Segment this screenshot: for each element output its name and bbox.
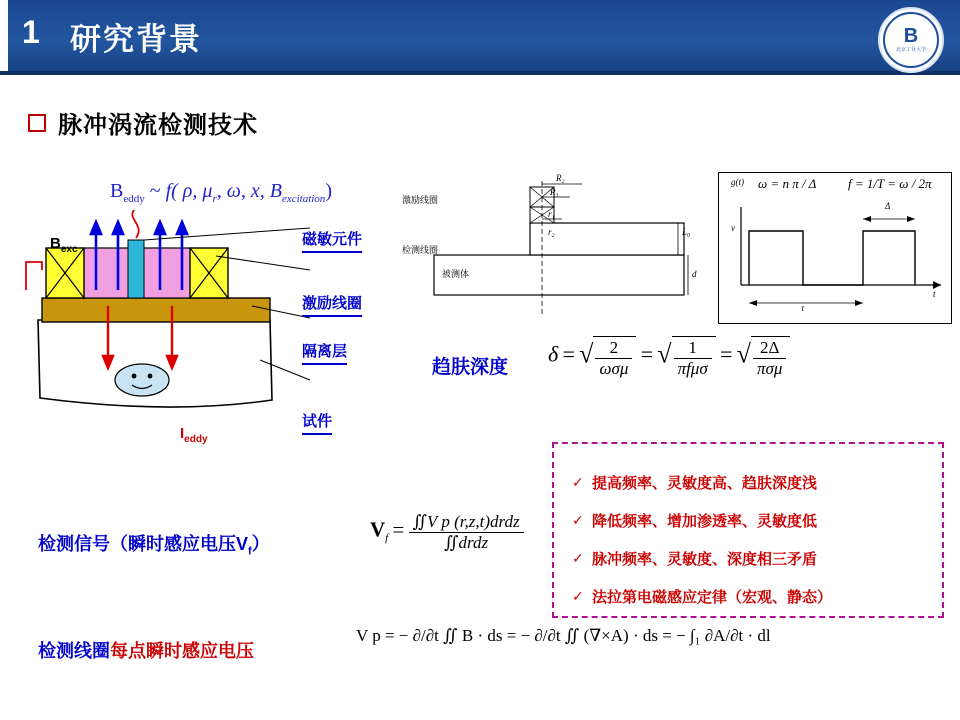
section-heading [28, 105, 258, 140]
section-number: 1 [22, 14, 40, 50]
note-item-3: 脉冲频率、灵敏度、深度相三矛盾 [592, 551, 818, 568]
detection-signal-label [38, 530, 270, 558]
skin-depth-term-3: √ $\frac{2\Delta}{\text{πσμ}}$ [737, 336, 791, 379]
pulse-waveform-chart [718, 172, 952, 324]
skin-depth-term-2: √ $\frac{1}{\text{πfμσ}}$ [657, 336, 715, 379]
check-icon-4: ✓ [572, 588, 584, 604]
coil-voltage-label-red: 每点瞬时感应电压 [110, 641, 254, 661]
check-icon-1: ✓ [572, 474, 584, 490]
skin-term3-num: 2Δ [753, 338, 786, 359]
coil-schematic-svg [430, 175, 720, 320]
eddy-formula-args2: , ω, x, B [216, 180, 282, 202]
slide-header [0, 0, 960, 75]
eddy-relation-formula [110, 180, 332, 205]
waveform-f-formula: f = 1/T = ω / 2π [848, 176, 932, 191]
coil-schematic [402, 173, 720, 320]
detection-signal-label-prefix: 检测信号（瞬时感应电压V [38, 534, 249, 554]
label-b-exc [50, 235, 78, 255]
note-item-1: 提高频率、灵敏度高、趋肤深度浅 [592, 475, 818, 492]
logo-sub-text: 北京工业大学 [895, 47, 926, 54]
signal-formula-lhs: V [370, 517, 386, 542]
skin-term2-den: πfμσ [677, 359, 708, 378]
illustration-svg [20, 210, 440, 510]
coil-voltage-label-black: 检测线圈 [38, 641, 110, 661]
section-heading-label: 脉冲涡流检测技术 [58, 112, 258, 139]
check-icon-3: ✓ [572, 550, 584, 566]
signal-formula-numerator: ∬V p (r,z,t)drdz [409, 512, 524, 533]
eddy-formula-args2-sub: excitation [281, 193, 326, 205]
eddy-formula-lhs: B [110, 180, 124, 202]
eddy-formula-args-sub: r [212, 193, 217, 205]
waveform-g-label: g(t) [731, 177, 744, 187]
pulsed-eddy-current-illustration [20, 210, 440, 510]
skin-depth-term-1: √ $\frac{2}{\text{ωσμ}}$ [579, 336, 636, 379]
pulse-waveform-svg [719, 173, 949, 321]
skin-term1-den: ωσμ [599, 359, 629, 378]
schematic-label-l0: L₀ [682, 227, 691, 237]
skin-depth-formula: δ = √ $\frac{2}{\text{ωσμ}}$ = √ $\frac{1}{\text{πfμσ}}$ = √ $\frac{2\Delta}{\text{πσμ}}$ [548, 336, 790, 379]
coil-voltage-formula: V p = − ∂/∂t ∬ B · ds = − ∂/∂t ∬ (∇×A) · ds = − ∫₁ ∂A/∂t · dl [356, 626, 771, 645]
coil-voltage-label [38, 637, 254, 663]
schematic-label-d: d [692, 269, 697, 279]
label-i-eddy-sub: eddy [184, 434, 208, 445]
page-title: 研究背景 [70, 22, 202, 57]
schematic-label-r1-outer: R₁ [550, 187, 559, 197]
skin-depth-label: 趋肤深度 [432, 357, 509, 378]
detection-signal-label-suffix: ） [251, 534, 270, 554]
logo-mark-text: B [903, 25, 919, 48]
callout-specimen: 试件 [302, 410, 332, 435]
waveform-v-label: v [731, 223, 735, 233]
label-b-exc-sub: exc [60, 244, 78, 255]
logo-inner-ring [883, 12, 939, 68]
header-underline [0, 71, 960, 75]
waveform-omega-formula: ω = n π / Δ [758, 176, 817, 191]
schematic-label-r2-inner: r₂ [548, 227, 555, 237]
skin-term3-den: πσμ [756, 359, 783, 378]
schematic-label-detect-coil: 检测线圈 [402, 245, 439, 255]
check-icon-2: ✓ [572, 512, 584, 528]
waveform-delta-label: Δ [885, 201, 891, 211]
signal-formula-lhs-sub: f [385, 531, 389, 544]
square-bullet-icon [28, 114, 46, 132]
header-accent-bar [0, 0, 8, 75]
waveform-tau-label: τ [801, 303, 805, 313]
eddy-formula-lhs-sub: eddy [123, 193, 145, 205]
university-logo [878, 7, 944, 73]
waveform-t-axis-label: t [933, 289, 936, 299]
eddy-formula-tilde: ~ [149, 180, 161, 202]
label-b-exc-main: B [50, 235, 61, 252]
callout-excitation-coil: 激励线圈 [302, 292, 362, 317]
note-item-2: 降低频率、增加渗透率、灵敏度低 [592, 513, 818, 530]
eddy-formula-fn: f [165, 180, 172, 202]
note-item-4: 法拉第电磁感应定律（宏观、静态） [592, 589, 833, 606]
signal-formula-denominator: ∬drdz [444, 533, 489, 552]
detection-signal-formula: $V_f$ = $\frac{\text{∬V p (r,z,t)drdz}}{\text{∬drdz}}$ [370, 512, 524, 553]
skin-depth-symbol: δ [548, 341, 559, 367]
schematic-label-exciting-coil: 激励线圈 [402, 195, 439, 205]
label-i-eddy-main: I [180, 425, 185, 442]
skin-term2-num: 1 [674, 338, 712, 359]
label-i-eddy [180, 425, 208, 445]
eddy-formula-close: ) [325, 180, 332, 202]
detection-signal-label-sub: f [248, 545, 252, 558]
eddy-formula-args: ( ρ, μ [171, 180, 213, 202]
callout-magnetic-sensor: 磁敏元件 [302, 228, 362, 253]
schematic-label-r2-outer: R₂ [556, 173, 565, 183]
callout-isolation-layer: 隔离层 [302, 340, 347, 365]
schematic-label-r1-inner: r₁ [548, 209, 555, 219]
schematic-label-specimen: 被测体 [442, 269, 470, 279]
skin-term1-num: 2 [595, 338, 632, 359]
